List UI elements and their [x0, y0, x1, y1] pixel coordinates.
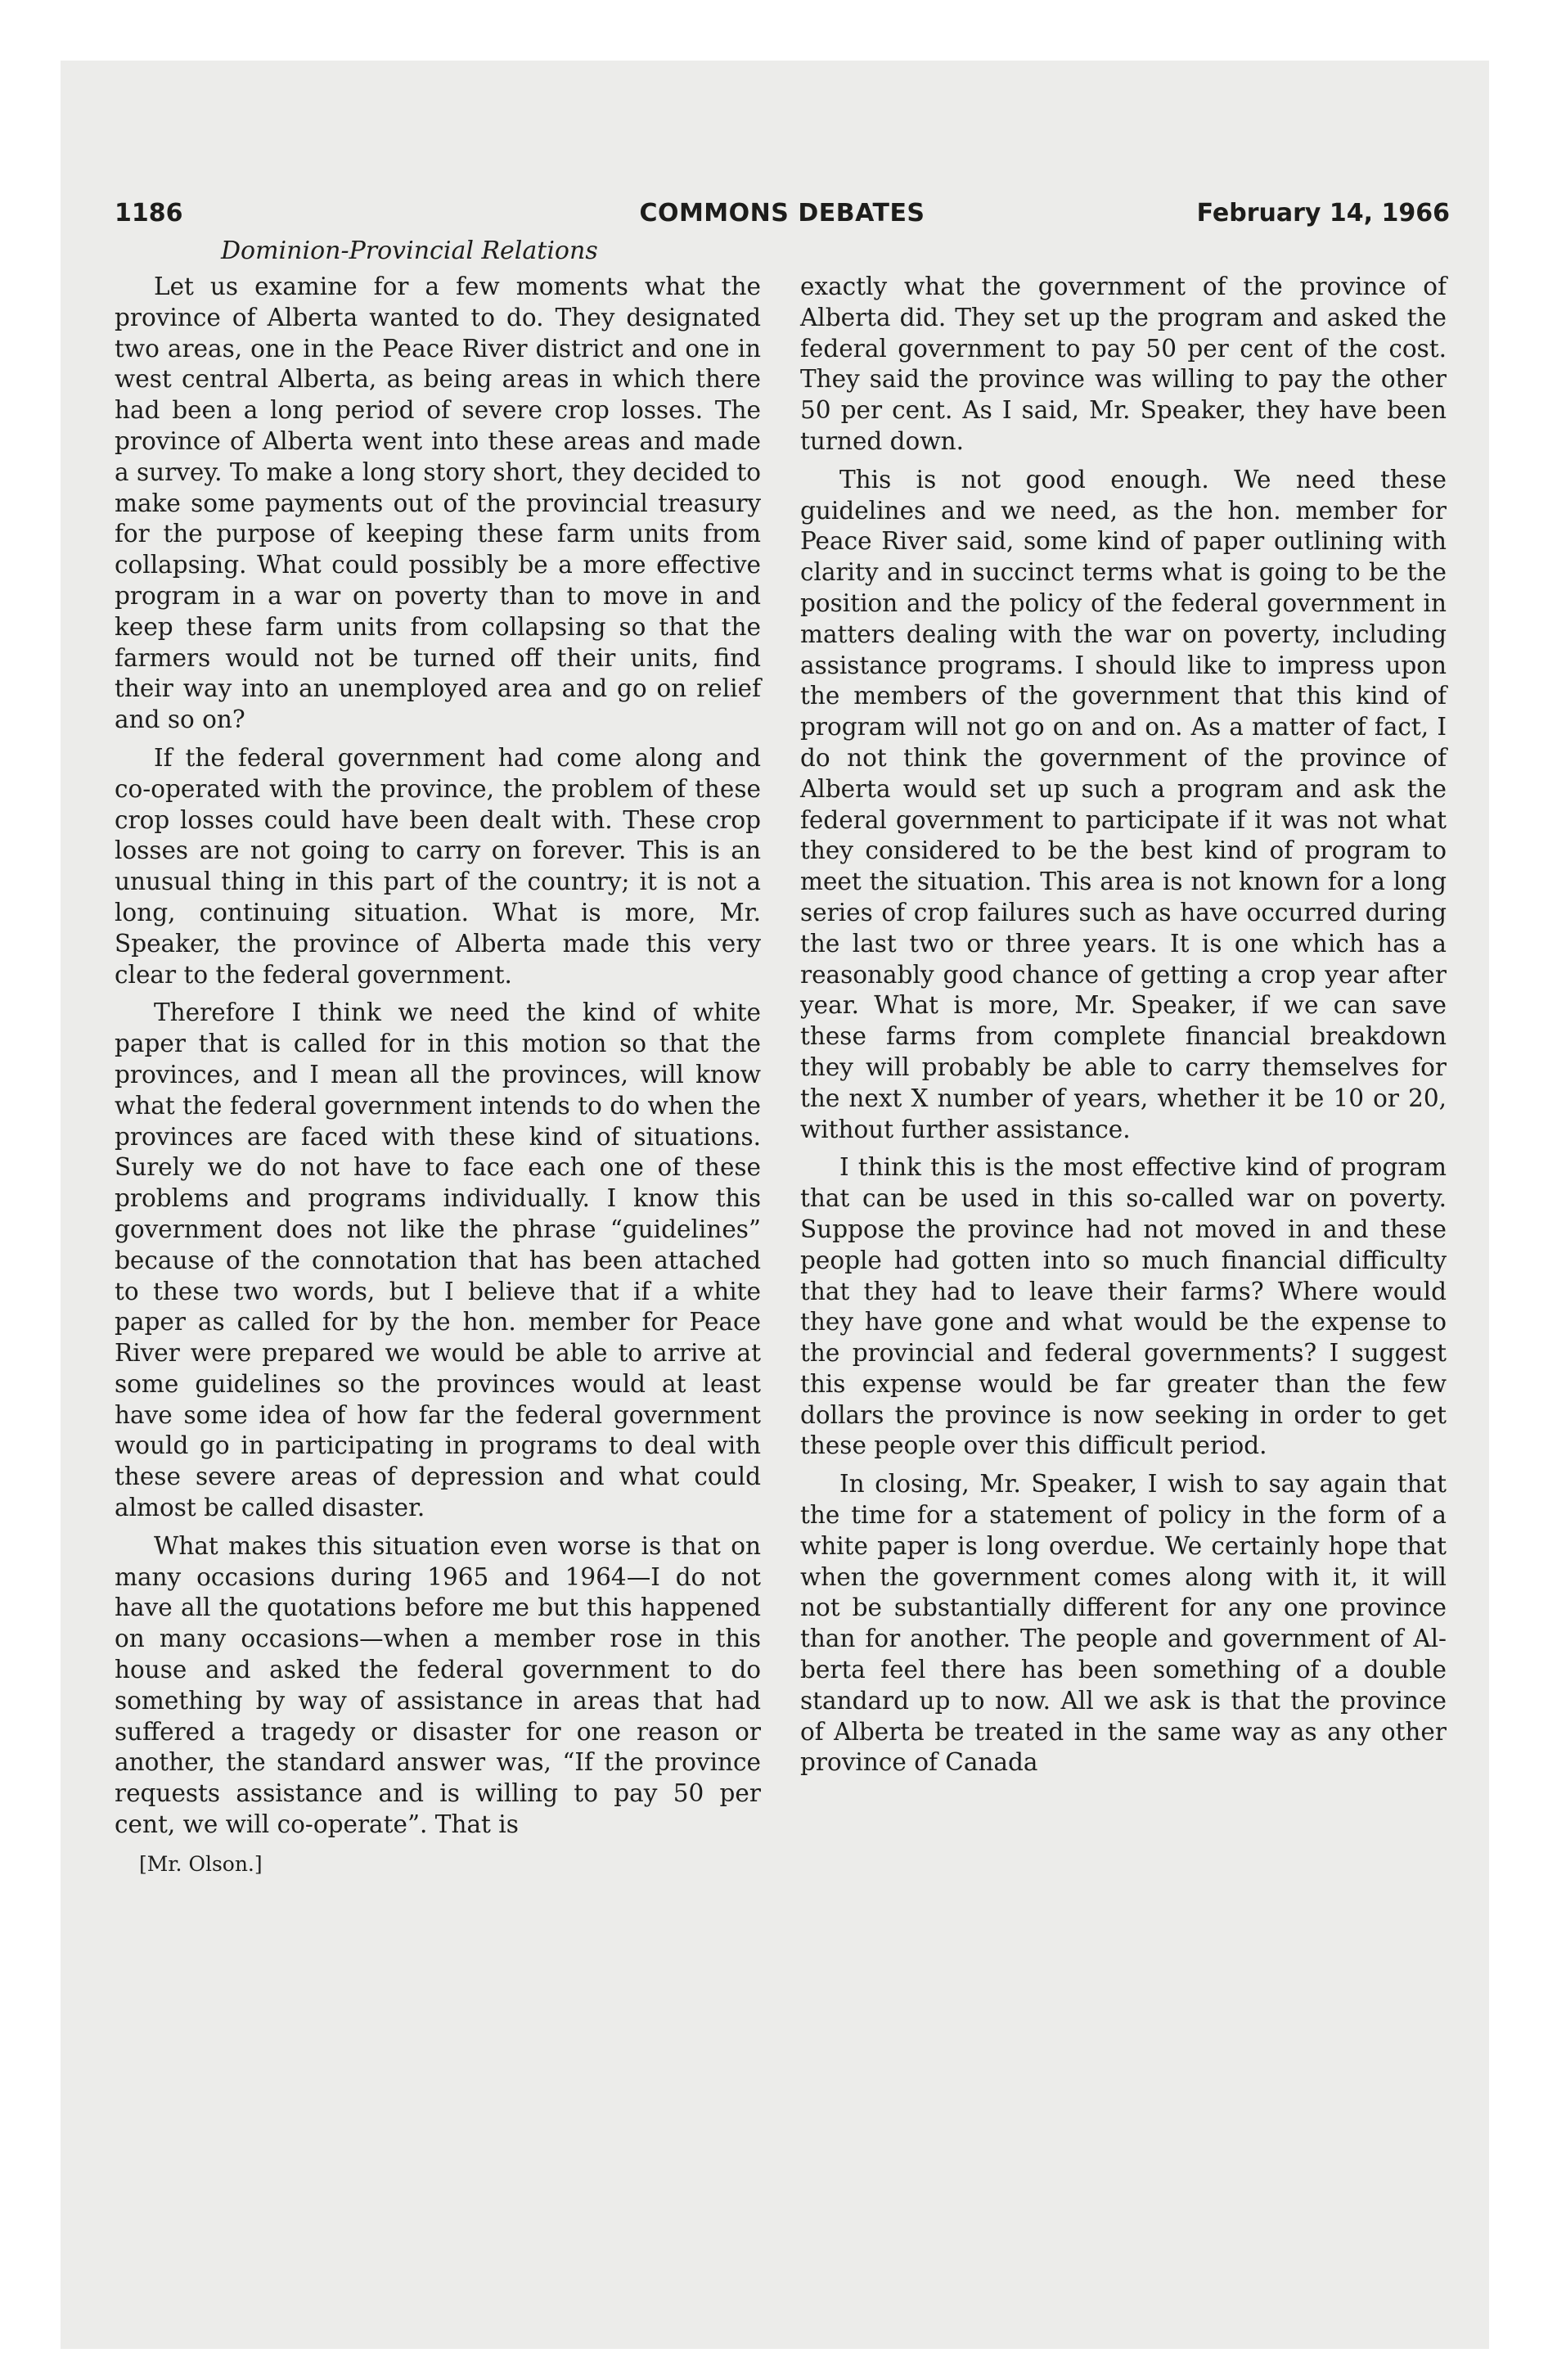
speaker-attribution: [Mr. Olson.]	[139, 1851, 263, 1876]
paragraph: Let us examine for a few moments what the province of Alberta wanted to do. They designated two areas, one in the Peace River district and one in west central Alberta, as being areas in which there had been a long period of severe crop losses. The province of Alberta went into these areas and made a survey. To make a long story short, they decided to make some payments out of the provincial treasury for the purpose of keeping these farm units from collapsing. What could possibly be a more effective program in a war on poverty than to move in and keep these farm units from collapsing so that the farmers would not be turned off their units, find their way into an unemployed area and go on relief and so on?	[115, 273, 761, 734]
paragraph: What makes this situation even worse is that on many occasions during 1965 and 1964—I do not have all the quotations before me but this happened on many occasions—when a member rose in this house and asked the federal government to do something by way of assistance in areas that had suffered a tragedy or disaster for one reason or another, the standard answer was, “If the province requests assistance and is willing to pay 50 per cent, we will co-operate”. That is	[115, 1531, 761, 1839]
paragraph: In closing, Mr. Speaker, I wish to say again that the time for a statement of policy in the form of a white paper is long overdue. We certainly hope that when the government comes along with it, it will not be substantially different for any one province than for another. The people and government of Alberta feel there has been something of a double standard up to now. All we ask is that the province of Alberta be treated in the same way as any other province of Canada	[800, 1470, 1447, 1777]
section-subheading: Dominion-Provincial Relations	[221, 237, 598, 265]
left-column	[115, 272, 761, 1881]
right-column	[800, 272, 1447, 1786]
running-header	[115, 193, 1450, 234]
paragraph: I think this is the most effective kind of program that can be used in this so-called war on poverty. Suppose the province had not moved in and these people had gotten into so much financial difficulty that they had to leave their farms? Where would they have gone and what would be the expense to the provincial and federal governments? I suggest this expense would be far greater than the few dollars the province is now seeking in order to get these people over this difficult period.	[800, 1153, 1447, 1460]
paragraph: Therefore I think we need the kind of white paper that is called for in this motion so that the provinces, and I mean all the provinces, will know what the federal government intends to do when the provinces are faced with these kind of situations. Surely we do not have to face each one of these problems and programs individually. I know this government does not like the phrase “guidelines” because of the connotation that has been attached to these two words, but I believe that if a white paper as called for by the hon. member for Peace River were prepared we would be able to arrive at some guidelines so the provinces would at least have some idea of how far the federal government would go in participating in programs to deal with these severe areas of depression and what could almost be called disaster.	[115, 998, 761, 1522]
paragraph: If the federal government had come along and co-operated with the province, the problem of these crop losses could have been dealt with. These crop losses are not going to carry on forever. This is an unusual thing in this part of the country; it is not a long, continuing situation. What is more, Mr. Speaker, the province of Alberta made this very clear to the federal government.	[115, 743, 761, 989]
page-number: 1186	[115, 199, 183, 228]
page-date: February 14, 1966	[1196, 199, 1450, 228]
paragraph: This is not good enough. We need these guidelines and we need, as the hon. member for Peace River said, some kind of paper outlining with clarity and in succinct terms what is going to be the position and the policy of the federal government in matters dealing with the war on poverty, including assistance programs. I should like to impress upon the members of the government that this kind of program will not go on and on. As a matter of fact, I do not think the government of the province of Alberta would set up such a program and ask the federal government to participate if it was not what they considered to be the best kind of program to meet the situation. This area is not known for a long series of crop failures such as have occurred during the last two or three years. It is one which has a reasonably good chance of getting a crop year after year. What is more, Mr. Speaker, if we can save these farms from complete financial breakdown they will probably be able to carry themselves for the next X number of years, whether it be 10 or 20, without further assistance.	[800, 465, 1447, 1143]
publication-title: COMMONS DEBATES	[639, 199, 925, 228]
document-page	[115, 193, 1450, 2288]
paragraph-continuation: exactly what the government of the province of Alberta did. They set up the program and asked the federal government to pay 50 per cent of the cost. They said the province was willing to pay the other 50 per cent. As I said, Mr. Speaker, they have been turned down.	[800, 273, 1447, 455]
